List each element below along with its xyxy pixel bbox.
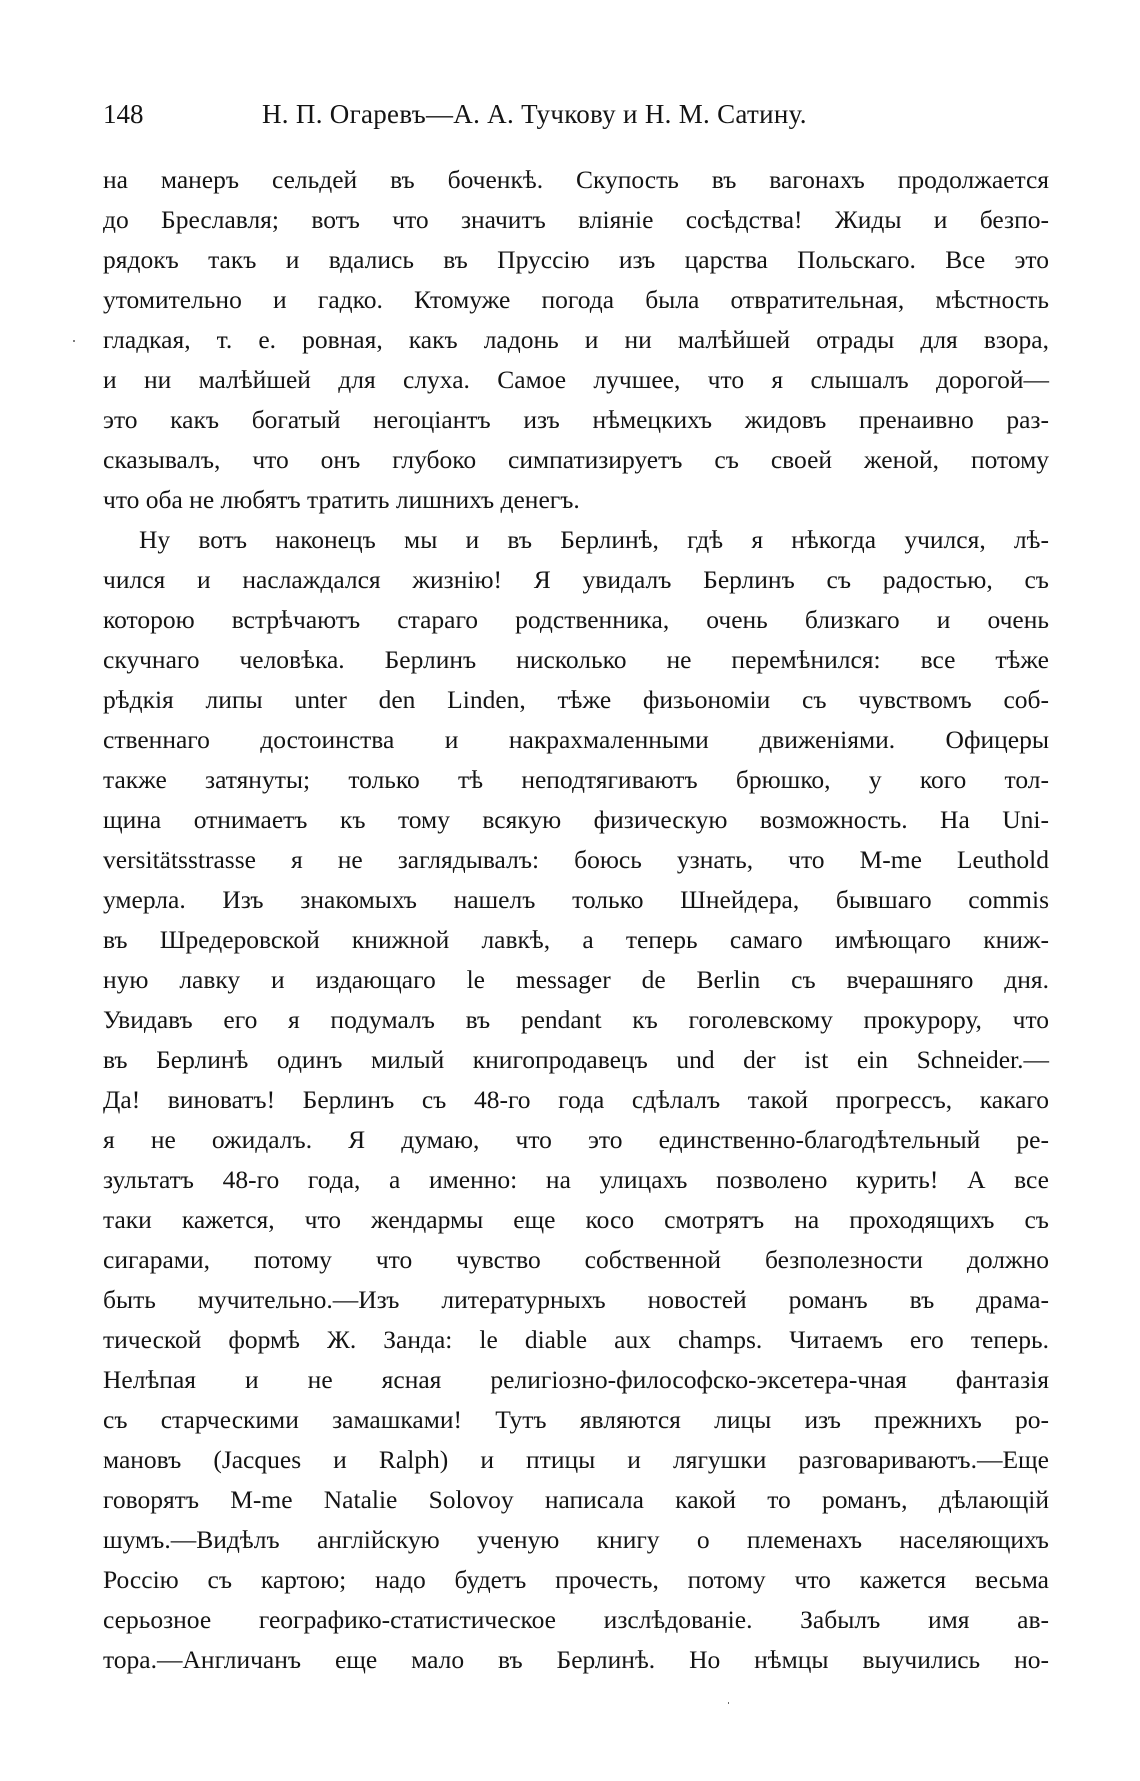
text-line: таки кажется, что жендармы еще косо смотрятъ на проходящихъ съ	[103, 1205, 1049, 1234]
text-line: что оба не любятъ тратить лишнихъ денегъ.	[103, 485, 580, 514]
text-line: мановъ (Jacques и Ralph) и птицы и лягушки разговариваютъ.—Еще	[103, 1445, 1049, 1474]
running-title: Н. П. Огаревъ—А. А. Тучкову и Н. М. Сатину.	[262, 99, 807, 129]
text-line: быть мучительно.—Изъ литературныхъ новостей романъ въ драма-	[103, 1285, 1049, 1314]
text-line: умерла. Изъ знакомыхъ нашелъ только Шнейдера, бывшаго commis	[103, 885, 1049, 914]
text-line: щина отнимаетъ къ тому всякую физическую возможность. На Uni-	[103, 805, 1049, 834]
text-line: гладкая, т. е. ровная, какъ ладонь и ни малѣйшей отрады для взора,	[103, 325, 1049, 354]
page-number: 148	[103, 99, 144, 129]
text-line: Нелѣпая и не ясная религіозно-философско-эксетера-чная фантазія	[103, 1365, 1049, 1394]
paragraph-1	[103, 160, 1049, 520]
text-line: также затянуты; только тѣ неподтягиваютъ брюшко, у кого тол-	[103, 765, 1049, 794]
text-line: рѣдкія липы unter den Linden, тѣже физьономіи съ чувствомъ соб-	[103, 685, 1049, 714]
running-header	[103, 94, 1049, 134]
text-line: ственнаго достоинства и накрахмаленными движеніями. Офицеры	[103, 725, 1049, 754]
text-line: Россію съ картою; надо будетъ прочесть, потому что кажется весьма	[103, 1565, 1049, 1594]
paragraph-2	[103, 520, 1049, 1680]
text-line: versitätsstrasse я не заглядывалъ: боюсь узнать, что M-me Leuthold	[103, 845, 1049, 874]
text-line: на манеръ сельдей въ боченкѣ. Скупость въ вагонахъ продолжается	[103, 165, 1049, 194]
scan-speck	[728, 1702, 729, 1704]
text-line: скучнаго человѣка. Берлинъ нисколько не перемѣнился: все тѣже	[103, 645, 1049, 674]
text-line: утомительно и гадко. Ктомуже погода была отвратительная, мѣстность	[103, 285, 1049, 314]
text-line: Да! виноватъ! Берлинъ съ 48-го года сдѣлалъ такой прогрессъ, какаго	[103, 1085, 1049, 1114]
text-line: зультатъ 48-го года, а именно: на улицахъ позволено курить! А все	[103, 1165, 1049, 1194]
text-line: шумъ.—Видѣлъ англійскую ученую книгу о племенахъ населяющихъ	[103, 1525, 1049, 1554]
text-line: которою встрѣчаютъ стараго родственника, очень близкаго и очень	[103, 605, 1049, 634]
text-line: ную лавку и издающаго le messager de Berlin съ вчерашняго дня.	[103, 965, 1049, 994]
text-line: и ни малѣйшей для слуха. Самое лучшее, что я слышалъ дорогой—	[103, 365, 1049, 394]
text-line: до Бреславля; вотъ что значитъ вліяніе сосѣдства! Жиды и безпо-	[103, 205, 1049, 234]
text-line: это какъ богатый негоціантъ изъ нѣмецкихъ жидовъ пренаивно раз-	[103, 405, 1049, 434]
text-line: говорятъ M-me Natalie Solovoy написала какой то романъ, дѣлающій	[103, 1485, 1049, 1514]
text-line: серьозное географико-статистическое изслѣдованіе. Забылъ имя ав-	[103, 1605, 1049, 1634]
scan-speck	[73, 340, 75, 342]
text-line: Увидавъ его я подумалъ въ pendant къ гоголевскому прокурору, что	[103, 1005, 1049, 1034]
text-line: въ Берлинѣ одинъ милый книгопродавецъ und der ist ein Schneider.—	[103, 1045, 1049, 1074]
text-line: я не ожидалъ. Я думаю, что это единственно-благодѣтельный ре-	[103, 1125, 1049, 1154]
text-line: тора.—Англичанъ еще мало въ Берлинѣ. Но нѣмцы выучились но-	[103, 1645, 1049, 1674]
text-line: сказывалъ, что онъ глубоко симпатизируетъ съ своей женой, потому	[103, 445, 1049, 474]
text-line: рядокъ такъ и вдались въ Пруссію изъ царства Польскаго. Все это	[103, 245, 1049, 274]
text-line: чился и наслаждался жизнію! Я увидалъ Берлинъ съ радостью, съ	[103, 565, 1049, 594]
text-line: въ Шредеровской книжной лавкѣ, а теперь самаго имѣющаго книж-	[103, 925, 1049, 954]
body-text	[103, 160, 1049, 1680]
text-line: Ну вотъ наконецъ мы и въ Берлинѣ, гдѣ я нѣкогда учился, лѣ-	[139, 525, 1049, 554]
text-line: тической формѣ Ж. Занда: le diable aux champs. Читаемъ его теперь.	[103, 1325, 1049, 1354]
text-line: съ старческими замашками! Тутъ являются лицы изъ прежнихъ ро-	[103, 1405, 1049, 1434]
text-line: сигарами, потому что чувство собственной безполезности должно	[103, 1245, 1049, 1274]
